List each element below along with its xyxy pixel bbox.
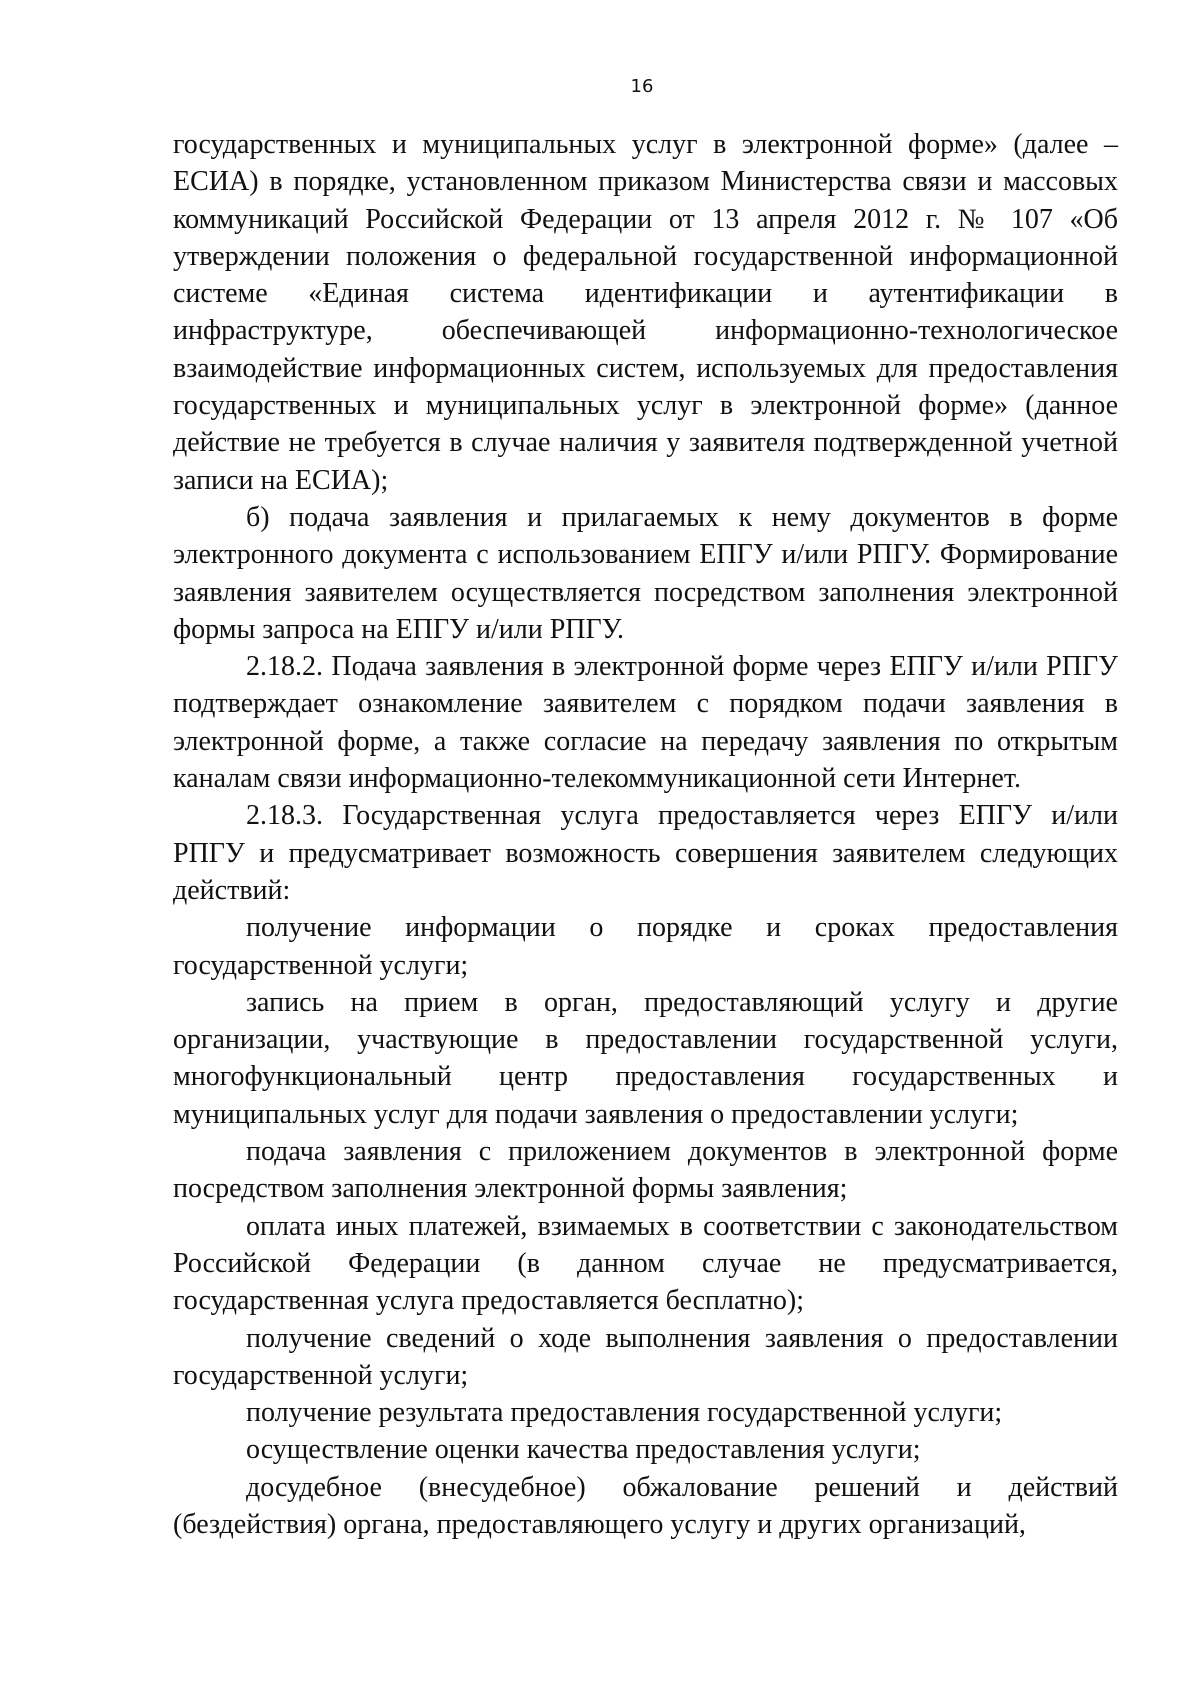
page-number: 16 xyxy=(630,76,654,97)
paragraph: запись на прием в орган, предоставляющий услугу и другие организации, участвующие в предоставлении государственной услуги, многофункциональный центр предоставления государственных и муниципальных услуг для подачи заявления о предоставлении услуги; xyxy=(173,986,1118,1130)
paragraph: б) подача заявления и прилагаемых к нему документов в форме электронного документа с использованием ЕПГУ и/или РПГУ. Формирование заявления заявителем осуществляется посредством заполнения электронной формы запроса на ЕПГУ и/или РПГУ. xyxy=(173,501,1118,645)
paragraph: государственных и муниципальных услуг в электронной форме» (далее – ЕСИА) в порядке, установленном приказом Министерства связи и массовых коммуникаций Российской Федерации от 13 апреля 2012 г. № 107 «Об утверждении положения о федеральной государственной информационной системе «Единая система идентификации и аутентификации в инфраструктуре, обеспечивающей информационно-технологическое взаимодействие информационных систем, используемых для предоставления государственных и муниципальных услуг в электронной форме» (данное действие не требуется в случае наличия у заявителя подтвержденной учетной записи на ЕСИА); xyxy=(173,129,1118,496)
paragraph: получение результата предоставления государственной услуги; xyxy=(246,1397,1003,1429)
paragraph: досудебное (внесудебное) обжалование решений и действий (бездействия) органа, предоставляющего услугу и других организаций, xyxy=(173,1471,1118,1540)
paragraph: 2.18.2. Подача заявления в электронной форме через ЕПГУ и/или РПГУ подтверждает ознакомление заявителем с порядком подачи заявления в электронной форме, а также согласие на передачу заявления по открытым каналам связи информационно-телекоммуникационной сети Интернет. xyxy=(173,651,1118,795)
paragraph: получение информации о порядке и сроках предоставления государственной услуги; xyxy=(173,912,1118,981)
paragraph: оплата иных платежей, взимаемых в соответствии с законодательством Российской Федерации (в данном случае не предусматривается, государственная услуга предоставляется бесплатно); xyxy=(173,1210,1118,1317)
paragraph: осуществление оценки качества предоставления услуги; xyxy=(246,1434,921,1466)
paragraph: подача заявления с приложением документов в электронной форме посредством заполнения электронной формы заявления; xyxy=(173,1136,1118,1205)
paragraph: 2.18.3. Государственная услуга предоставляется через ЕПГУ и/или РПГУ и предусматривает возможность совершения заявителем следующих действий: xyxy=(173,800,1118,906)
document-body xyxy=(173,126,1118,1543)
paragraph: получение сведений о ходе выполнения заявления о предоставлении государственной услуги; xyxy=(173,1322,1118,1391)
